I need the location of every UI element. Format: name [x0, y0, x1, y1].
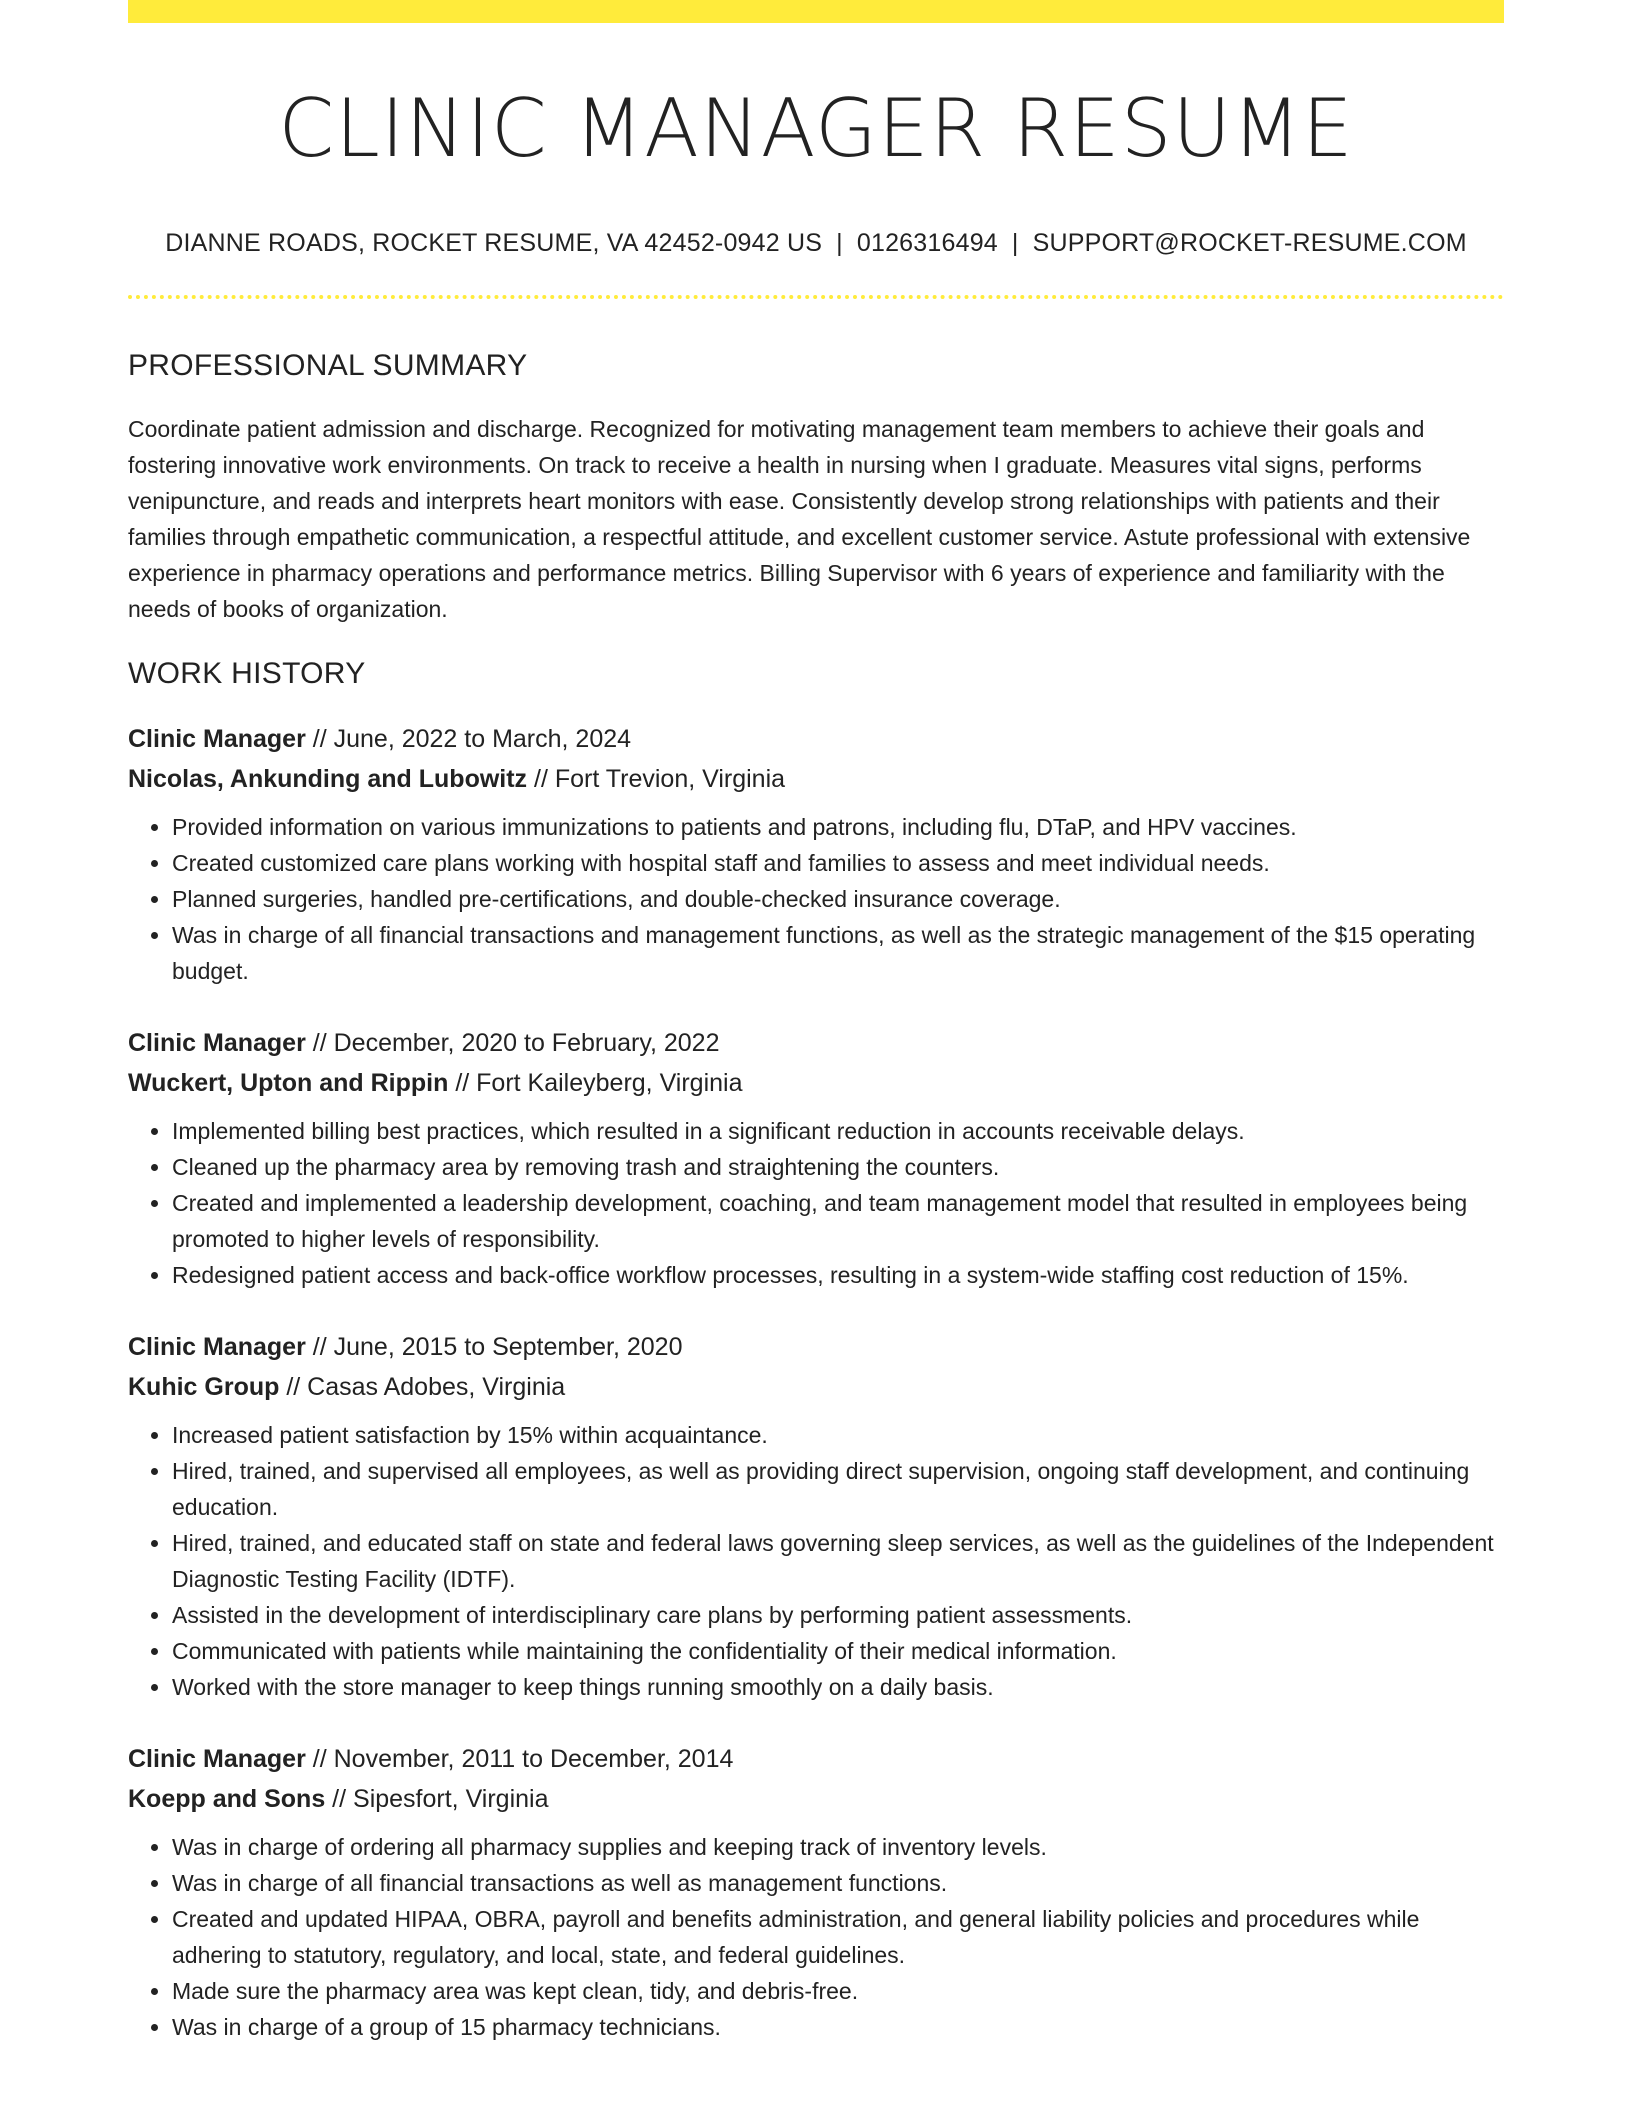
- job-company-line: [128, 1367, 1504, 1407]
- job-bullet: • Cleaned up the pharmacy area by removing trash and straightening the counters.: [172, 1149, 1504, 1185]
- resume-title: CLINIC MANAGER RESUME: [278, 82, 1354, 175]
- job-bullet: • Planned surgeries, handled pre-certifications, and double-checked insurance coverage.: [172, 881, 1504, 917]
- job-bullets: [128, 1417, 1504, 1705]
- job-bullet: • Communicated with patients while maintaining the confidentiality of their medical information.: [172, 1633, 1504, 1669]
- job-title: Clinic Manager: [128, 1333, 306, 1361]
- job-bullet: • Was in charge of all financial transactions and management functions, as well as the strategic management of the $15 operating budget.: [172, 917, 1504, 989]
- work-history-section: [128, 657, 1504, 2045]
- job-title-line: [128, 1327, 1504, 1367]
- contact-line: [128, 229, 1504, 258]
- job-bullet: • Implemented billing best practices, which resulted in a significant reduction in accounts receivable delays.: [172, 1113, 1504, 1149]
- job-bullet: • Worked with the store manager to keep things running smoothly on a daily basis.: [172, 1669, 1504, 1705]
- job-entry: [128, 1023, 1504, 1293]
- contact-email: SUPPORT@ROCKET-RESUME.COM: [1032, 229, 1467, 257]
- job-location: // Fort Kaileyberg, Virginia: [448, 1069, 743, 1097]
- job-bullets: [128, 1113, 1504, 1293]
- job-bullet: • Hired, trained, and educated staff on state and federal laws governing sleep services, as well as the guidelines of the Independent Diagnostic Testing Facility (IDTF).: [172, 1525, 1504, 1597]
- job-title: Clinic Manager: [128, 1745, 306, 1773]
- job-company-line: [128, 1779, 1504, 1819]
- job-bullet: • Assisted in the development of interdisciplinary care plans by performing patient assessments.: [172, 1597, 1504, 1633]
- job-company: Wuckert, Upton and Rippin: [128, 1069, 449, 1097]
- job-bullet: • Was in charge of all financial transactions as well as management functions.: [172, 1865, 1504, 1901]
- job-bullet: • Provided information on various immunizations to patients and patrons, including flu, DTaP, and HPV vaccines.: [172, 809, 1504, 845]
- job-company-line: [128, 759, 1504, 799]
- job-title-line: [128, 719, 1504, 759]
- job-company: Koepp and Sons: [128, 1785, 326, 1813]
- job-bullet: • Created and implemented a leadership development, coaching, and team management model that resulted in employees being promoted to higher levels of responsibility.: [172, 1185, 1504, 1257]
- job-bullet: • Hired, trained, and supervised all employees, as well as providing direct supervision, ongoing staff development, and continuing education.: [172, 1453, 1504, 1525]
- resume-page: [128, 0, 1504, 2045]
- job-bullets: [128, 809, 1504, 989]
- job-company: Nicolas, Ankunding and Lubowitz: [128, 765, 528, 793]
- job-dates: // November, 2011 to December, 2014: [305, 1745, 734, 1773]
- job-entry: [128, 719, 1504, 989]
- section-heading-summary: PROFESSIONAL SUMMARY: [128, 349, 528, 382]
- job-bullet: • Created and updated HIPAA, OBRA, payroll and benefits administration, and general liability policies and procedures while adhering to statutory, regulatory, and local, state, and federal guidelines.: [172, 1901, 1504, 1973]
- top-accent-bar: [128, 0, 1504, 23]
- header-divider: [128, 295, 1504, 299]
- job-dates: // December, 2020 to February, 2022: [305, 1029, 720, 1057]
- section-heading-work-history: WORK HISTORY: [128, 657, 366, 690]
- job-bullet: • Redesigned patient access and back-office workflow processes, resulting in a system-wide staffing cost reduction of 15%.: [172, 1257, 1504, 1293]
- job-dates: // June, 2022 to March, 2024: [305, 725, 632, 753]
- summary-text: Coordinate patient admission and discharge. Recognized for motivating management team members to achieve their goals and fostering innovative work environments. On track to receive a health in nursing when I graduate. Measures vital signs, performs venipuncture, and reads and interprets heart monitors with ease. Consistently develop strong relationships with patients and their families through empathetic communication, a respectful attitude, and excellent customer service. Astute professional with extensive experience in pharmacy operations and performance metrics. Billing Supervisor with 6 years of experience and familiarity with the needs of books of organization.: [128, 416, 1471, 622]
- contact-phone: 0126316494: [856, 229, 998, 257]
- contact-separator: |: [1011, 229, 1019, 257]
- job-title-line: [128, 1023, 1504, 1063]
- job-location: // Casas Adobes, Virginia: [279, 1373, 566, 1401]
- contact-separator: |: [836, 229, 843, 257]
- job-title: Clinic Manager: [128, 1029, 306, 1057]
- job-company-line: [128, 1063, 1504, 1103]
- job-bullet: • Was in charge of a group of 15 pharmacy technicians.: [172, 2009, 1504, 2045]
- job-title: Clinic Manager: [128, 725, 306, 753]
- job-bullets: [128, 1829, 1504, 2045]
- job-entry: [128, 1327, 1504, 1705]
- job-location: // Fort Trevion, Virginia: [527, 765, 786, 793]
- contact-address: DIANNE ROADS, ROCKET RESUME, VA 42452-0942 US: [165, 229, 823, 257]
- job-entry: [128, 1739, 1504, 2045]
- job-location: // Sipesfort, Virginia: [325, 1785, 549, 1813]
- job-dates: // June, 2015 to September, 2020: [305, 1333, 683, 1361]
- job-title-line: [128, 1739, 1504, 1779]
- job-bullet: • Made sure the pharmacy area was kept clean, tidy, and debris-free.: [172, 1973, 1504, 2009]
- job-bullet: • Was in charge of ordering all pharmacy supplies and keeping track of inventory levels.: [172, 1829, 1504, 1865]
- professional-summary-section: [128, 349, 1504, 627]
- job-company: Kuhic Group: [128, 1373, 280, 1401]
- job-bullet: • Created customized care plans working with hospital staff and families to assess and meet individual needs.: [172, 845, 1504, 881]
- job-bullet: • Increased patient satisfaction by 15% within acquaintance.: [172, 1417, 1504, 1453]
